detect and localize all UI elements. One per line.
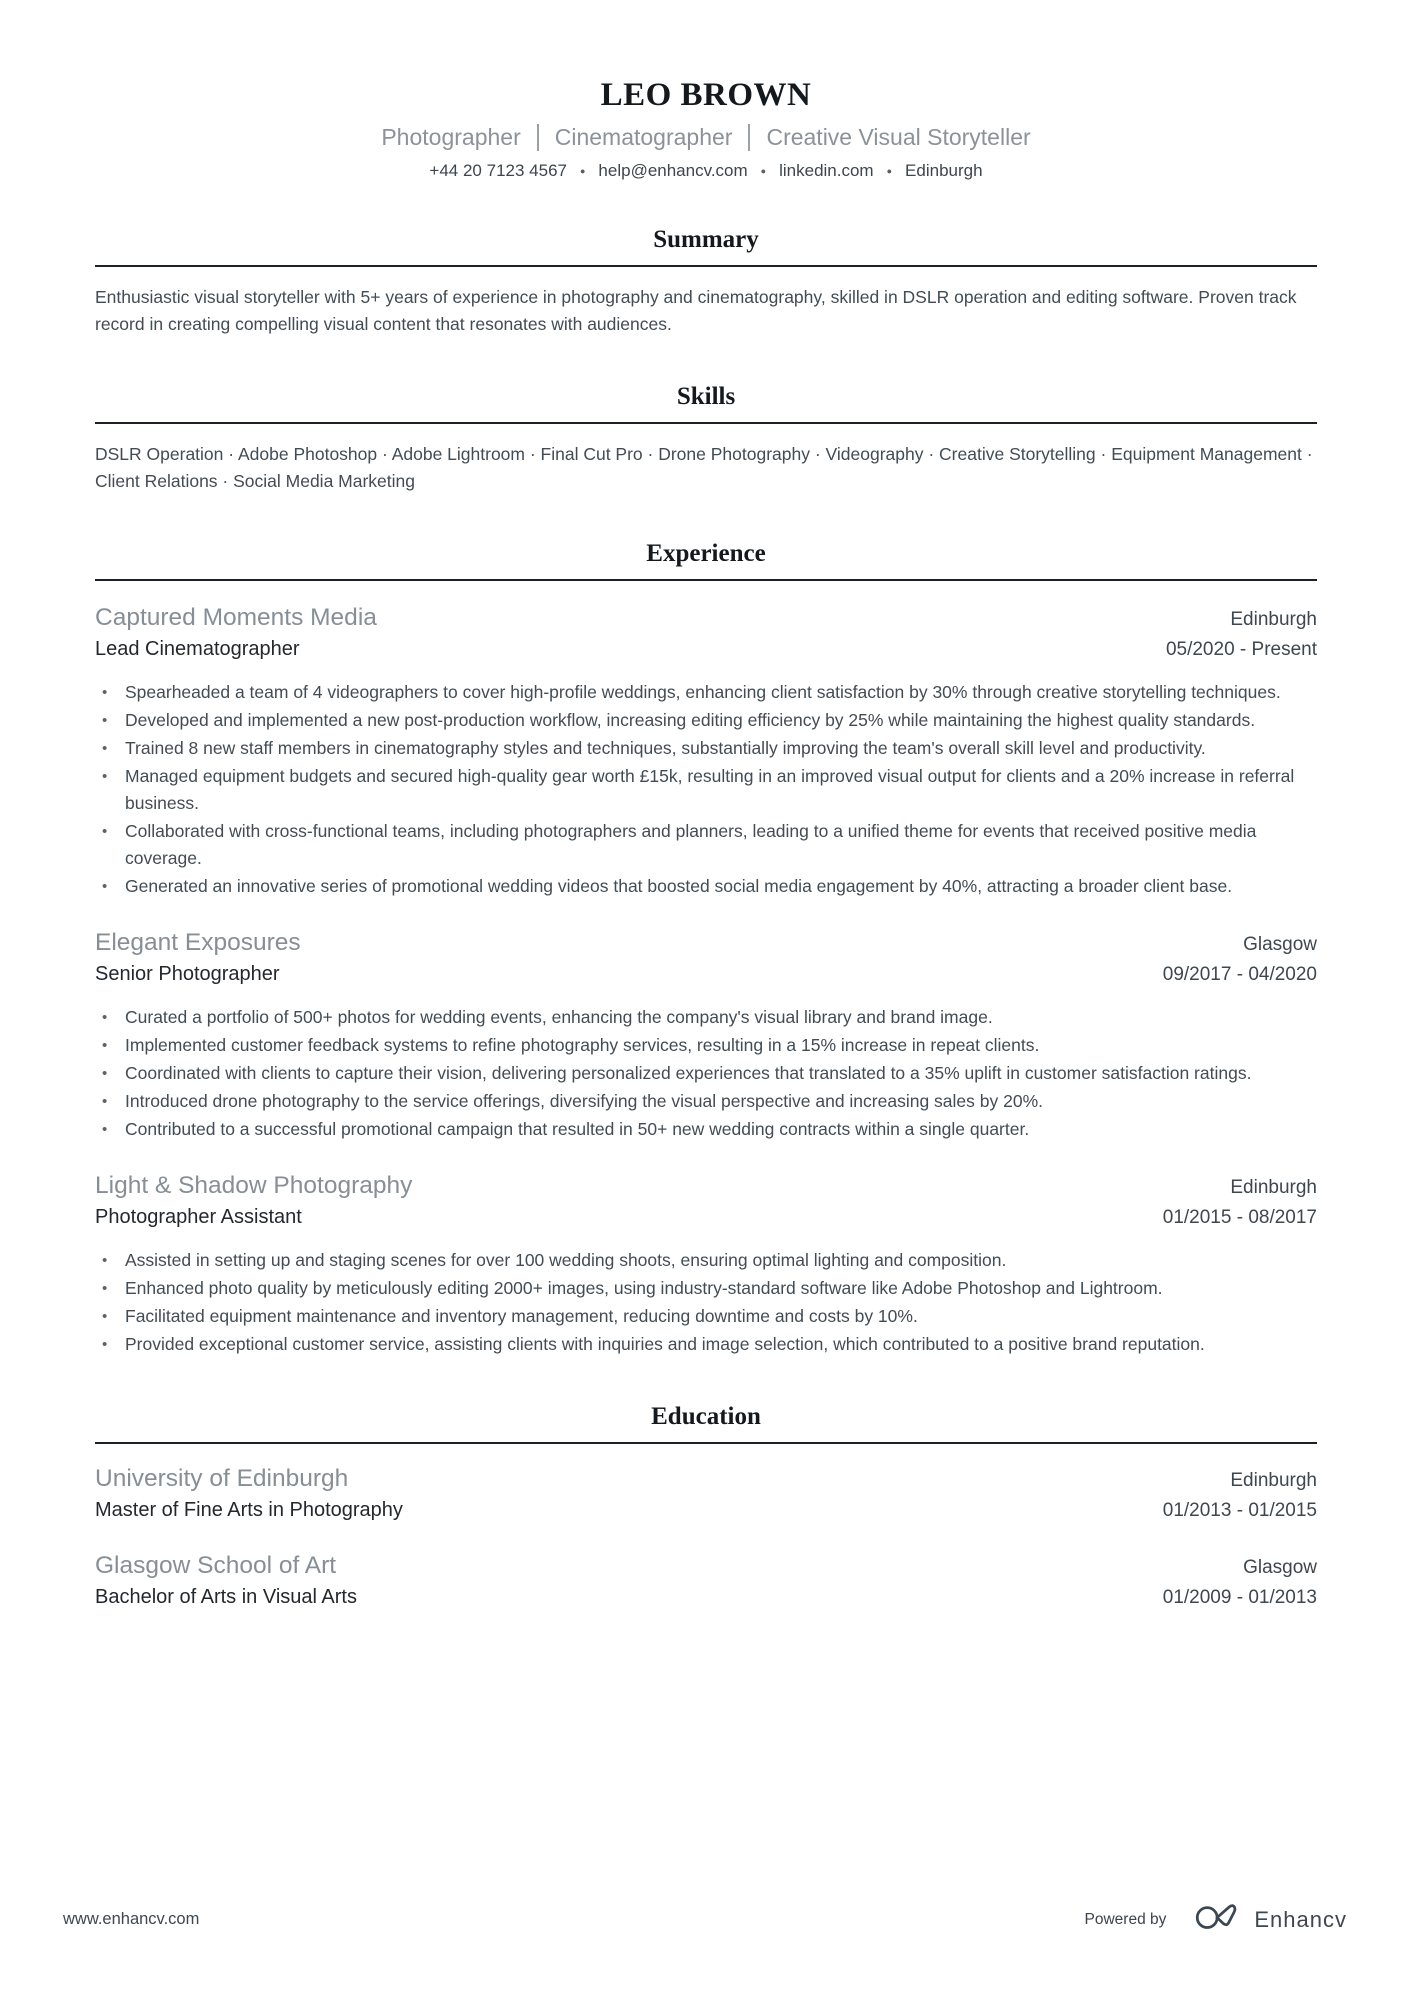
section-experience <box>95 539 1317 1358</box>
contact-item[interactable]: linkedin.com <box>779 160 874 180</box>
entry-company-row <box>95 1169 1317 1202</box>
bullet-item: • Assisted in setting up and staging scenes for over 100 wedding shoots, ensuring optimal lighting and composition. <box>95 1247 1317 1274</box>
section-divider <box>95 422 1317 424</box>
contact-item: Edinburgh <box>905 160 983 180</box>
bullet-list <box>95 1247 1317 1358</box>
resume-header <box>95 78 1317 181</box>
candidate-roles <box>95 123 1317 153</box>
school-name: Glasgow School of Art <box>95 1551 337 1579</box>
section-divider <box>95 1442 1317 1444</box>
entry-location: Edinburgh <box>1230 1176 1317 1198</box>
footer-url-link[interactable]: www.enhancv.com <box>63 1910 200 1928</box>
entry-location: Glasgow <box>1243 1556 1317 1578</box>
dot-separator-icon: ● <box>760 165 767 176</box>
experience-title: Experience <box>646 539 766 567</box>
degree-name: Bachelor of Arts in Visual Arts <box>95 1585 357 1608</box>
skills-title: Skills <box>676 382 736 410</box>
experience-entry <box>95 926 1317 1143</box>
summary-title: Summary <box>653 225 759 253</box>
bullet-item: • Trained 8 new staff members in cinematography styles and techniques, substantially improving the team's overall skill level and productivity. <box>95 735 1317 762</box>
job-title: Lead Cinematographer <box>95 637 300 660</box>
footer-brand <box>1085 1902 1347 1937</box>
bullet-item: • Developed and implemented a new post-production workflow, increasing editing efficiency by 25% while maintaining the highest quality standards. <box>95 707 1317 734</box>
bullet-item: • Managed equipment budgets and secured high-quality gear worth £15k, resulting in an improved visual output for clients and a 20% increase in referral business. <box>95 763 1317 817</box>
contact-item[interactable]: help@enhancv.com <box>598 160 748 180</box>
enhancv-logo-icon <box>1194 1902 1240 1937</box>
bullet-item: • Introduced drone photography to the service offerings, diversifying the visual perspective and increasing sales by 20%. <box>95 1088 1317 1115</box>
bullet-list <box>95 1004 1317 1143</box>
entry-location: Edinburgh <box>1230 608 1317 630</box>
entry-dates: 01/2013 - 01/2015 <box>1162 1499 1317 1521</box>
entry-school-row <box>95 1462 1317 1495</box>
section-education <box>95 1402 1317 1612</box>
experience-entries <box>95 601 1317 1358</box>
skills-text: DSLR Operation · Adobe Photoshop · Adobe Lightroom · Final Cut Pro · Drone Photography · Videography · Creative Storytelling · Equipment Management · Client Relations · Social Media Marketing <box>95 443 1313 491</box>
dot-separator-icon: ● <box>886 165 893 176</box>
company-name: Elegant Exposures <box>95 928 301 956</box>
bullet-item: • Facilitated equipment maintenance and inventory management, reducing downtime and costs by 10%. <box>95 1303 1317 1330</box>
bullet-list <box>95 679 1317 900</box>
education-entry <box>95 1549 1317 1612</box>
bullet-item: • Curated a portfolio of 500+ photos for wedding events, enhancing the company's visual library and brand image. <box>95 1004 1317 1031</box>
bullet-item: • Contributed to a successful promotional campaign that resulted in 50+ new wedding contracts within a single quarter. <box>95 1116 1317 1143</box>
section-summary <box>95 225 1317 338</box>
experience-entry <box>95 601 1317 900</box>
candidate-name: LEO BROWN <box>600 77 812 113</box>
company-name: Captured Moments Media <box>95 603 377 631</box>
powered-by-label: Powered by <box>1084 1910 1167 1928</box>
bullet-item: • Collaborated with cross-functional teams, including photographers and planners, leading to a unified theme for events that received positive media coverage. <box>95 818 1317 872</box>
entry-location: Glasgow <box>1243 933 1317 955</box>
school-name: University of Edinburgh <box>95 1464 349 1492</box>
entry-degree-row <box>95 1495 1317 1525</box>
entry-company-row <box>95 926 1317 959</box>
education-entries <box>95 1462 1317 1612</box>
section-skills <box>95 382 1317 495</box>
role-item: Cinematographer <box>554 123 733 150</box>
page-footer <box>63 1902 1347 1937</box>
contact-item: +44 20 7123 4567 <box>429 160 567 180</box>
summary-text: Enthusiastic visual storyteller with 5+ years of experience in photography and cinematography, skilled in DSLR operation and editing software. Proven track record in creating compelling visual content that resonates with audiences. <box>95 286 1297 334</box>
job-title: Photographer Assistant <box>95 1205 302 1228</box>
entry-dates: 05/2020 - Present <box>1165 638 1317 660</box>
dot-separator-icon: ● <box>579 165 586 176</box>
entry-dates: 01/2009 - 01/2013 <box>1162 1586 1317 1608</box>
company-name: Light & Shadow Photography <box>95 1171 413 1199</box>
role-item: Photographer <box>381 123 521 150</box>
role-item: Creative Visual Storyteller <box>766 123 1031 150</box>
entry-dates: 09/2017 - 04/2020 <box>1162 963 1317 985</box>
entry-title-row <box>95 959 1317 989</box>
entry-degree-row <box>95 1582 1317 1612</box>
entry-location: Edinburgh <box>1230 1469 1317 1491</box>
education-entry <box>95 1462 1317 1525</box>
role-separator <box>748 124 750 151</box>
entry-title-row <box>95 634 1317 664</box>
bullet-item: • Provided exceptional customer service, assisting clients with inquiries and image selection, which contributed to a positive brand reputation. <box>95 1331 1317 1358</box>
role-separator <box>537 124 539 151</box>
enhancv-wordmark: Enhancv <box>1254 1906 1347 1932</box>
bullet-item: • Coordinated with clients to capture their vision, delivering personalized experiences that translated to a 35% uplift in customer satisfaction ratings. <box>95 1060 1317 1087</box>
bullet-item: • Implemented customer feedback systems to refine photography services, resulting in a 15% increase in repeat clients. <box>95 1032 1317 1059</box>
entry-dates: 01/2015 - 08/2017 <box>1162 1206 1317 1228</box>
bullet-item: • Spearheaded a team of 4 videographers to cover high-profile weddings, enhancing client satisfaction by 30% through creative storytelling techniques. <box>95 679 1317 706</box>
entry-company-row <box>95 601 1317 634</box>
degree-name: Master of Fine Arts in Photography <box>95 1498 403 1521</box>
bullet-item: • Generated an innovative series of promotional wedding videos that boosted social media engagement by 40%, attracting a broader client base. <box>95 873 1317 900</box>
section-divider <box>95 579 1317 581</box>
contact-line <box>95 161 1317 181</box>
education-title: Education <box>651 1402 761 1430</box>
experience-entry <box>95 1169 1317 1358</box>
job-title: Senior Photographer <box>95 962 280 985</box>
entry-title-row <box>95 1202 1317 1232</box>
section-divider <box>95 265 1317 267</box>
bullet-item: • Enhanced photo quality by meticulously editing 2000+ images, using industry-standard software like Adobe Photoshop and Lightroom. <box>95 1275 1317 1302</box>
entry-school-row <box>95 1549 1317 1582</box>
